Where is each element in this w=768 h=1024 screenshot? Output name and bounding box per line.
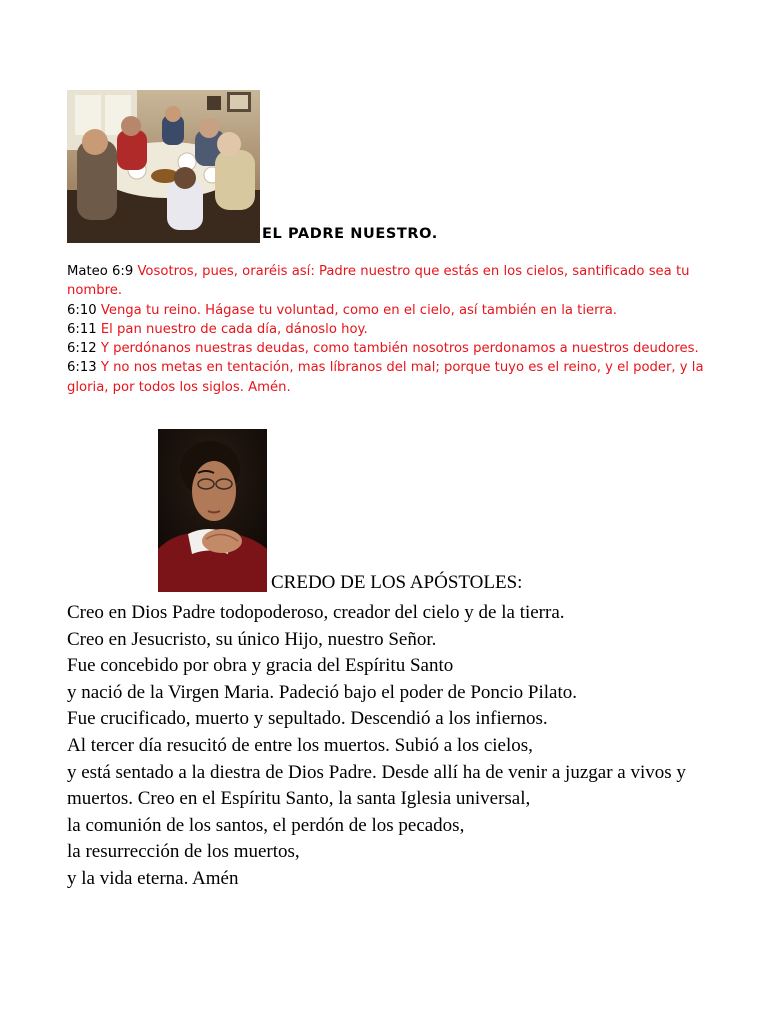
credo-line: la resurrección de los muertos,: [67, 841, 300, 863]
credo-line: Al tercer día resucitó de entre los muertos. Subió a los cielos,: [67, 734, 533, 756]
verse-text: Vosotros, pues, oraréis así: Padre nuestro que estás en los cielos, santificado sea tu nombre.: [67, 264, 690, 299]
credo-line: Fue concebido por obra y gracia del Espíritu Santo: [67, 655, 454, 677]
verse-6-10: [67, 301, 747, 320]
credo-line: muertos. Creo en el Espíritu Santo, la santa Iglesia universal,: [67, 788, 531, 810]
verse-reference: Mateo 6:9: [67, 264, 134, 279]
verse-text: Venga tu reino. Hágase tu voluntad, como en el cielo, así también en la tierra.: [100, 302, 617, 318]
verse-text: Y no nos metas en tentación, mas líbranos del mal; porque tuyo es el reino, y el poder, y la gloria, por todos los siglos. Amén.: [67, 360, 704, 395]
verse-6-11: [67, 320, 747, 339]
verse-text: Y perdónanos nuestras deudas, como también nosotros perdonamos a nuestros deudores.: [100, 341, 699, 357]
verse-reference: 6:10: [67, 302, 97, 318]
verse-reference: 6:13: [67, 360, 97, 376]
family-praying-photo: [67, 90, 260, 243]
verse-reference: 6:11: [67, 321, 97, 337]
credo-line: y está sentado a la diestra de Dios Padre. Desde allí ha de venir a juzgar a vivos y: [67, 761, 686, 783]
credo-line: Fue crucificado, muerto y sepultado. Descendió a los infiernos.: [67, 708, 548, 730]
credo-line: y la vida eterna. Amén: [67, 867, 239, 889]
credo-line: Creo en Jesucristo, su único Hijo, nuestro Señor.: [67, 628, 437, 650]
prayer-title-credo: CREDO DE LOS APÓSTOLES:: [271, 572, 523, 593]
verse-6-13: [67, 358, 747, 397]
verse-6-12: [67, 339, 747, 358]
verse-text: El pan nuestro de cada día, dánoslo hoy.: [100, 321, 368, 337]
credo-line: la comunión de los santos, el perdón de los pecados,: [67, 814, 465, 836]
prayer-title-padre-nuestro: EL PADRE NUESTRO.: [262, 226, 438, 242]
credo-text: [67, 600, 757, 893]
verse-6-9: [67, 262, 747, 301]
credo-line: y nació de la Virgen Maria. Padeció bajo el poder de Poncio Pilato.: [67, 681, 577, 703]
padre-nuestro-verses: [67, 262, 747, 397]
credo-line: Creo en Dios Padre todopoderoso, creador del cielo y de la tierra.: [67, 602, 565, 623]
woman-praying-photo: [158, 429, 267, 592]
verse-reference: 6:12: [67, 341, 97, 357]
